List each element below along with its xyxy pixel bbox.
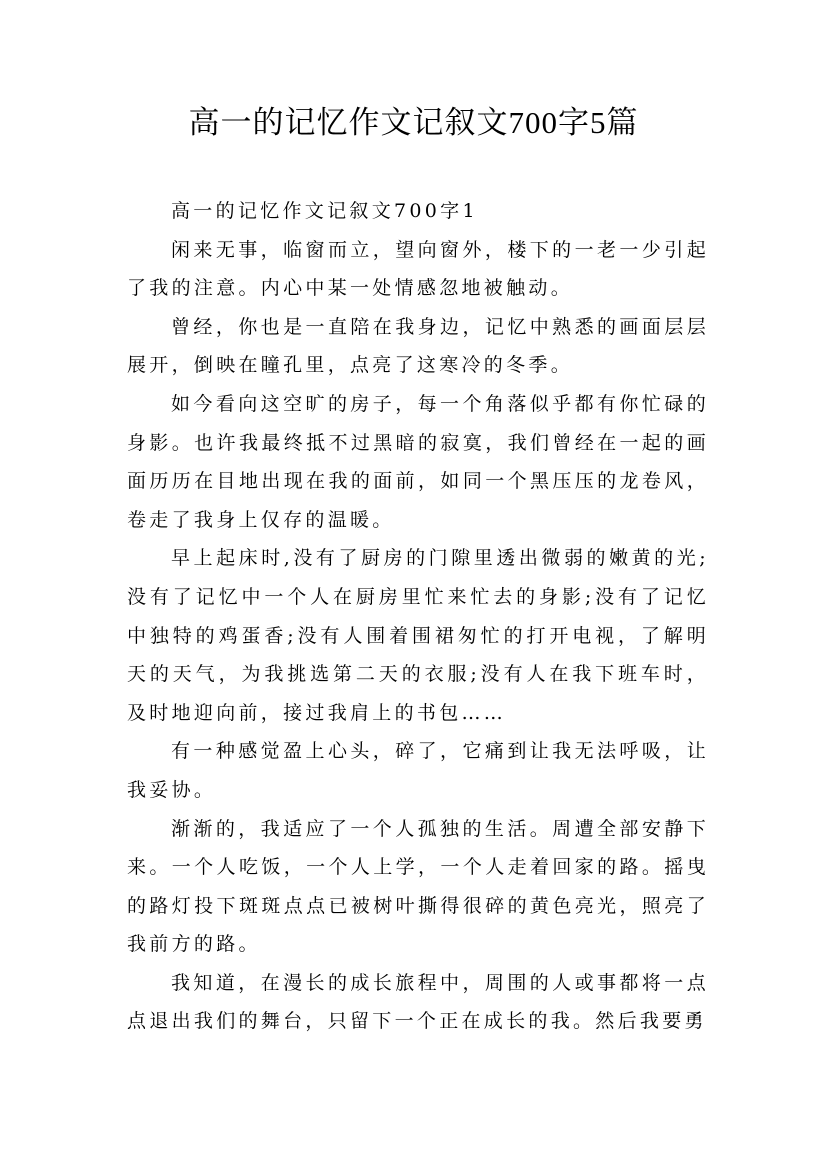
document-body bbox=[127, 192, 709, 1041]
paragraph: 早上起床时,没有了厨房的门隙里透出微弱的嫩黄的光;没有了记忆中一个人在厨房里忙来忙去的身影;没有了记忆中独特的鸡蛋香;没有人围着围裙匆忙的打开电视，了解明天的天气，为我挑选第二天的衣服;没有人在我下班车时，及时地迎向前，接过我肩上的书包…… bbox=[127, 547, 709, 724]
paragraph: 有一种感觉盈上心头，碎了，它痛到让我无法呼吸，让我妥协。 bbox=[127, 740, 709, 801]
paragraph: 曾经，你也是一直陪在我身边，记忆中熟悉的画面层层展开，倒映在瞳孔里，点亮了这寒冷的冬季。 bbox=[127, 315, 709, 377]
paragraph: 渐渐的，我适应了一个人孤独的生活。周遭全部安静下来。一个人吃饭，一个人上学，一个人走着回家的路。摇曳的路灯投下斑斑点点已被树叶撕得很碎的黄色亮光，照亮了我前方的路。 bbox=[127, 817, 709, 956]
paragraph: 我知道，在漫长的成长旅程中，周围的人或事都将一点点退出我们的舞台，只留下一个正在成长的我。然后我要勇 bbox=[127, 971, 709, 1033]
paragraph: 闲来无事，临窗而立，望向窗外，楼下的一老一少引起了我的注意。内心中某一处情感忽地被触动。 bbox=[127, 238, 709, 300]
section-heading: 高一的记忆作文记叙文700字1 bbox=[171, 200, 478, 222]
paragraph: 如今看向这空旷的房子，每一个角落似乎都有你忙碌的身影。也许我最终抵不过黑暗的寂寞，我们曾经在一起的画面历历在目地出现在我的面前，如同一个黑压压的龙卷风，卷走了我身上仅存的温暖。 bbox=[127, 392, 709, 531]
document-title: 高一的记忆作文记叙文700字5篇 bbox=[188, 105, 639, 140]
